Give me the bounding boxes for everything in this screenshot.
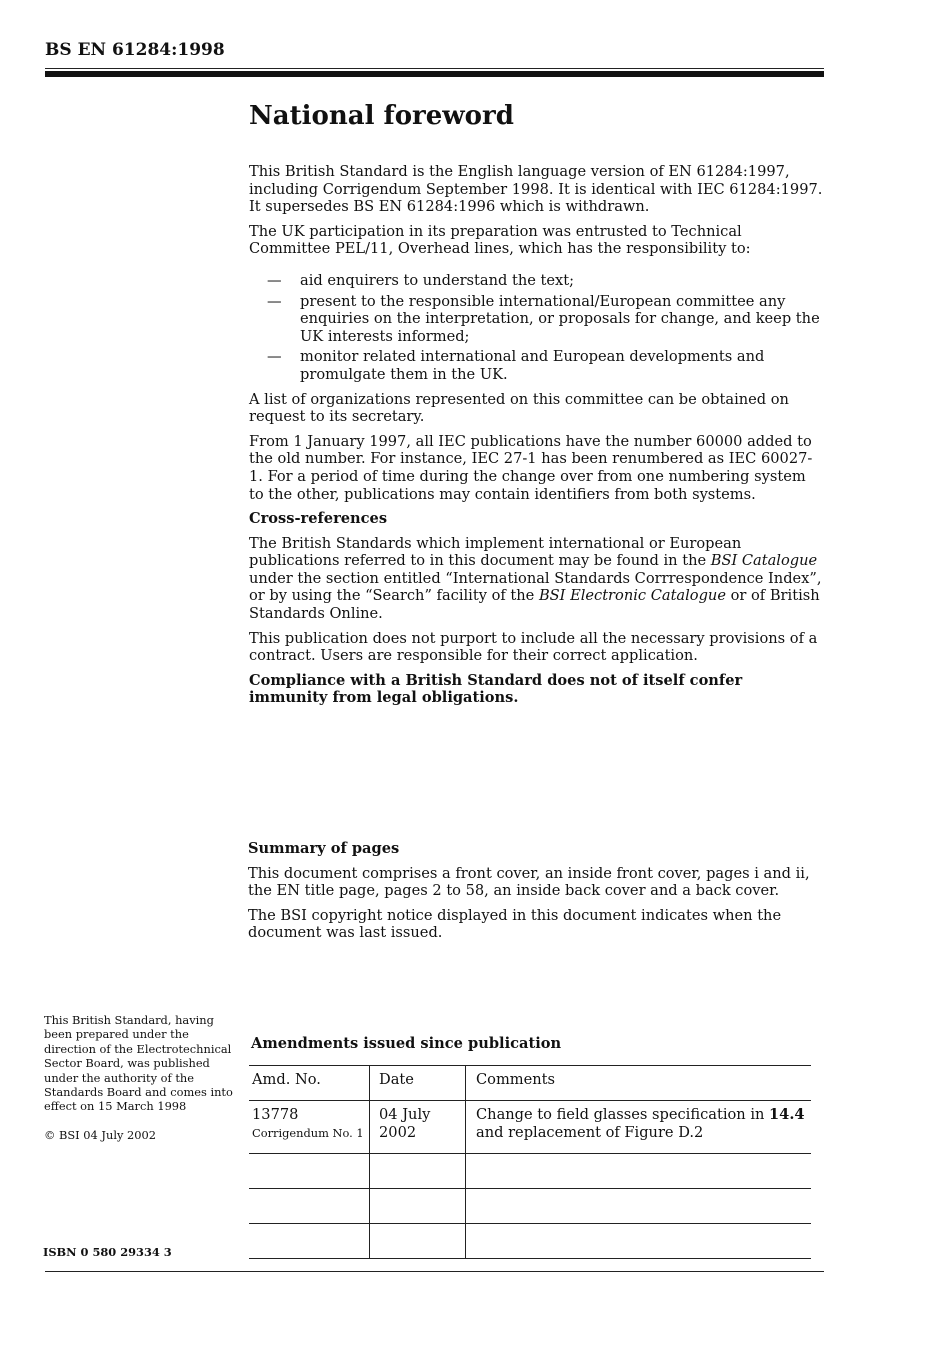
dash-marker: — xyxy=(267,292,282,310)
isbn: ISBN 0 580 29334 3 xyxy=(43,1245,172,1259)
amendments-table xyxy=(249,1065,811,1259)
date-line: 04 July xyxy=(379,1106,431,1123)
publication-sidebar xyxy=(44,1013,234,1156)
table-row xyxy=(249,1154,811,1189)
summary-heading: Summary of pages xyxy=(248,840,400,857)
publication-note: This British Standard, having been prepared under the direction of the Electrotechnical Sector Board, was published under the authority of the Standards Board and comes into effect on 15 March 1998 xyxy=(44,1013,233,1114)
amd-subtitle: Corrigendum No. 1 xyxy=(252,1125,364,1140)
dash-marker: — xyxy=(267,348,282,366)
catalogue-title: BSI Catalogue xyxy=(710,552,818,570)
date-cell xyxy=(370,1101,466,1154)
column-header-amd-no: Amd. No. xyxy=(249,1066,370,1101)
summary-paragraph: This document comprises a front cover, an inside front cover, pages i and ii, the EN title page, pages 2 to 58, an inside back cover and a back cover. xyxy=(248,864,810,900)
standard-identifier: BS EN 61284:1998 xyxy=(45,40,225,60)
cross-references-heading: Cross-references xyxy=(249,510,388,528)
column-header-date: Date xyxy=(370,1066,466,1101)
footer-rule xyxy=(45,1271,824,1272)
list-item xyxy=(249,272,824,290)
comments-cell xyxy=(466,1101,812,1154)
list-item xyxy=(249,348,824,383)
date-line: 2002 xyxy=(379,1123,417,1141)
list-item xyxy=(249,293,824,346)
header-rule-thin xyxy=(45,68,824,69)
table-header-row xyxy=(249,1066,811,1101)
table-row xyxy=(249,1224,811,1259)
text-run: Change to field glasses specification in xyxy=(476,1106,770,1123)
page-title: National foreword xyxy=(249,101,514,131)
clause-reference: 14.4 xyxy=(769,1106,805,1123)
column-header-comments: Comments xyxy=(466,1066,812,1101)
paragraph-identity: This British Standard is the English language version of EN 61284:1997, including Corrigendum September 1998. It is identical with IEC 61284:1997. It supersedes BS EN 61284:1996 which is withdrawn. xyxy=(249,163,823,216)
paragraph-numbering: From 1 January 1997, all IEC publications have the number 60000 added to the old number. For instance, IEC 27-1 has been renumbered as IEC 60027-1. For a period of time during the change over from one numbering system to the other, publications may contain identifiers from both systems. xyxy=(249,432,813,503)
paragraph-organizations: A list of organizations represented on this committee can be obtained on request to its secretary. xyxy=(249,390,789,426)
paragraph-cross-references xyxy=(249,535,824,623)
responsibility-list xyxy=(249,272,824,384)
copyright-notice: © BSI 04 July 2002 xyxy=(44,1127,157,1142)
summary-of-pages xyxy=(248,840,823,949)
paragraph-committee: The UK participation in its preparation was entrusted to Technical Committee PEL/11, Overhead lines, which has the responsibility to: xyxy=(249,222,751,258)
electronic-catalogue-title: BSI Electronic Catalogue xyxy=(538,587,726,605)
foreword-body xyxy=(249,163,824,714)
text-run: and replacement of Figure D.2 xyxy=(476,1123,704,1141)
paragraph-compliance: Compliance with a British Standard does not of itself confer immunity from legal obligations. xyxy=(249,671,743,707)
text-run: under the section entitled “International Standards Corrrespondence Index”, or by using the “Search” facility of the xyxy=(249,569,822,605)
list-item-text: monitor related international and European developments and promulgate them in the UK. xyxy=(300,348,765,383)
text-run: The British Standards which implement international or European publications referred to in this document may be found in the xyxy=(249,534,742,570)
list-item-text: present to the responsible international/European committee any enquiries on the interpretation, or proposals for change, and keep the UK interests informed; xyxy=(300,292,820,345)
paragraph-contract: This publication does not purport to include all the necessary provisions of a contract. Users are responsible for their correct application. xyxy=(249,629,818,665)
list-item-text: aid enquirers to understand the text; xyxy=(300,271,575,289)
dash-marker: — xyxy=(267,271,282,289)
table-row xyxy=(249,1101,811,1154)
table-row xyxy=(249,1189,811,1224)
copyright-note-paragraph: The BSI copyright notice displayed in this document indicates when the document was last issued. xyxy=(248,906,782,942)
amd-no: 13778 xyxy=(252,1106,299,1123)
amendments-title: Amendments issued since publication xyxy=(251,1035,562,1052)
amd-no-cell xyxy=(249,1101,370,1154)
text-run: or of British Standards Online. xyxy=(249,587,820,623)
header-rule-thick xyxy=(45,71,824,77)
